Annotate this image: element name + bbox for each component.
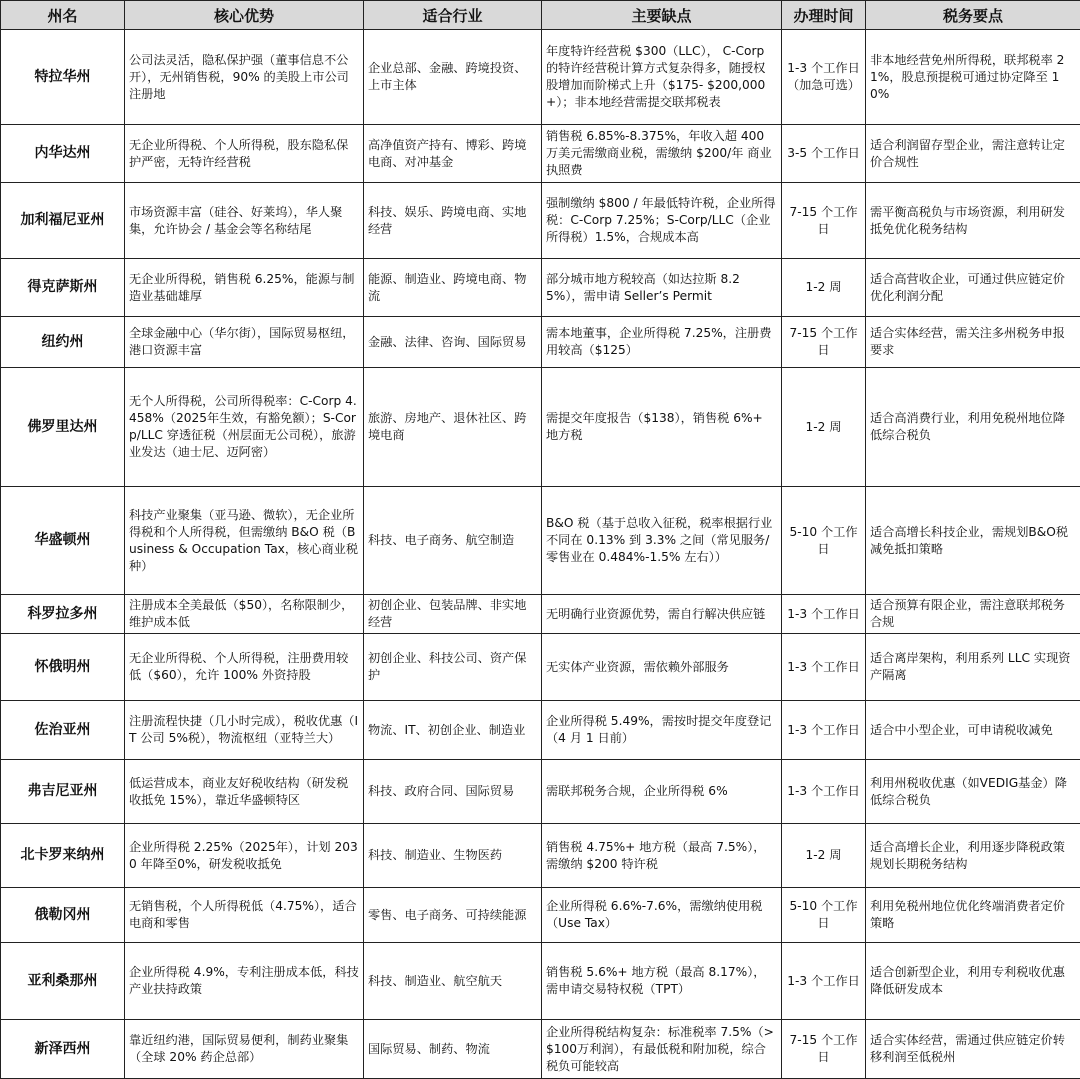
table-row <box>1 595 1080 634</box>
state-name: 佛罗里达州 <box>1 368 125 487</box>
core-advantage: 无销售税，个人所得税低（4.75%），适合电商和零售 <box>125 888 364 943</box>
main-drawbacks: 部分城市地方税较高（如达拉斯 8.25%），需申请 Seller’s Permit <box>542 259 782 317</box>
suitable-industries: 科技、娱乐、跨境电商、实地经营 <box>364 183 542 259</box>
tax-points: 适合高消费行业，利用免税州地位降低综合税负 <box>866 368 1080 487</box>
state-name: 怀俄明州 <box>1 634 125 701</box>
table-row <box>1 634 1080 701</box>
core-advantage: 公司法灵活，隐私保护强（董事信息不公开），无州销售税，90% 的美股上市公司注册地 <box>125 30 364 125</box>
processing-time: 7-15 个工作日 <box>782 1020 866 1079</box>
suitable-industries: 企业总部、金融、跨境投资、上市主体 <box>364 30 542 125</box>
main-drawbacks: 需提交年度报告（$138），销售税 6%+ 地方税 <box>542 368 782 487</box>
processing-time: 1-3 个工作日（加急可选） <box>782 30 866 125</box>
processing-time: 1-3 个工作日 <box>782 701 866 760</box>
tax-points: 适合高营收企业，可通过供应链定价优化利润分配 <box>866 259 1080 317</box>
table-row <box>1 943 1080 1020</box>
suitable-industries: 初创企业、科技公司、资产保护 <box>364 634 542 701</box>
processing-time: 1-3 个工作日 <box>782 943 866 1020</box>
processing-time: 7-15 个工作日 <box>782 183 866 259</box>
processing-time: 1-2 周 <box>782 824 866 888</box>
header-advantage: 核心优势 <box>125 1 364 30</box>
core-advantage: 低运营成本，商业友好税收结构（研发税收抵免 15%），靠近华盛顿特区 <box>125 760 364 824</box>
processing-time: 1-2 周 <box>782 259 866 317</box>
main-drawbacks: B&O 税（基于总收入征税，税率根据行业不同在 0.13% 到 3.3% 之间（常见服务/零售业在 0.484%-1.5% 左右）） <box>542 487 782 595</box>
core-advantage: 市场资源丰富（硅谷、好莱坞），华人聚集，允许协会 / 基金会等名称结尾 <box>125 183 364 259</box>
table-row <box>1 259 1080 317</box>
suitable-industries: 高净值资产持有、博彩、跨境电商、对冲基金 <box>364 125 542 183</box>
suitable-industries: 科技、电子商务、航空制造 <box>364 487 542 595</box>
tax-points: 适合离岸架构，利用系列 LLC 实现资产隔离 <box>866 634 1080 701</box>
tax-points: 适合高增长企业，利用逐步降税政策规划长期税务结构 <box>866 824 1080 888</box>
core-advantage: 无个人所得税，公司所得税率：C-Corp 4.458%（2025年生效，有豁免额）；S-Corp/LLC 穿透征税（州层面无公司税），旅游业发达（迪士尼、迈阿密） <box>125 368 364 487</box>
state-name: 弗吉尼亚州 <box>1 760 125 824</box>
suitable-industries: 能源、制造业、跨境电商、物流 <box>364 259 542 317</box>
main-drawbacks: 年度特许经营税 $300（LLC）， C-Corp 的特许经营税计算方式复杂得多，随授权股增加而阶梯式上升（$175- $200,000+）；非本地经营需提交联邦税表 <box>542 30 782 125</box>
table-row <box>1 760 1080 824</box>
suitable-industries: 零售、电子商务、可持续能源 <box>364 888 542 943</box>
tax-points: 适合利润留存型企业，需注意转让定价合规性 <box>866 125 1080 183</box>
main-drawbacks: 销售税 4.75%+ 地方税（最高 7.5%），需缴纳 $200 特许税 <box>542 824 782 888</box>
tax-points: 适合实体经营，需通过供应链定价转移利润至低税州 <box>866 1020 1080 1079</box>
state-name: 华盛顿州 <box>1 487 125 595</box>
core-advantage: 全球金融中心（华尔街），国际贸易枢纽，港口资源丰富 <box>125 317 364 368</box>
core-advantage: 企业所得税 2.25%（2025年），计划 2030 年降至0%，研发税收抵免 <box>125 824 364 888</box>
suitable-industries: 科技、制造业、航空航天 <box>364 943 542 1020</box>
core-advantage: 无企业所得税，销售税 6.25%，能源与制造业基础雄厚 <box>125 259 364 317</box>
processing-time: 7-15 个工作日 <box>782 317 866 368</box>
table-row <box>1 701 1080 760</box>
main-drawbacks: 企业所得税 6.6%-7.6%，需缴纳使用税（Use Tax） <box>542 888 782 943</box>
main-drawbacks: 销售税 6.85%-8.375%，年收入超 400 万美元需缴商业税，需缴纳 $200/年 商业执照费 <box>542 125 782 183</box>
table-row <box>1 888 1080 943</box>
table-row <box>1 30 1080 125</box>
suitable-industries: 科技、制造业、生物医药 <box>364 824 542 888</box>
header-state: 州名 <box>1 1 125 30</box>
main-drawbacks: 无明确行业资源优势，需自行解决供应链 <box>542 595 782 634</box>
processing-time: 1-3 个工作日 <box>782 595 866 634</box>
main-drawbacks: 企业所得税结构复杂：标准税率 7.5%（>$100万利润），有最低税和附加税，综合税负可能较高 <box>542 1020 782 1079</box>
suitable-industries: 科技、政府合同、国际贸易 <box>364 760 542 824</box>
tax-points: 利用免税州地位优化终端消费者定价策略 <box>866 888 1080 943</box>
table-row <box>1 824 1080 888</box>
main-drawbacks: 需联邦税务合规，企业所得税 6% <box>542 760 782 824</box>
tax-points: 适合实体经营，需关注多州税务申报要求 <box>866 317 1080 368</box>
state-name: 特拉华州 <box>1 30 125 125</box>
core-advantage: 注册成本全美最低（$50），名称限制少，维护成本低 <box>125 595 364 634</box>
tax-points: 需平衡高税负与市场资源，利用研发抵免优化税务结构 <box>866 183 1080 259</box>
tax-points: 适合中小型企业，可申请税收减免 <box>866 701 1080 760</box>
table-row <box>1 183 1080 259</box>
core-advantage: 企业所得税 4.9%，专利注册成本低，科技产业扶持政策 <box>125 943 364 1020</box>
header-tax: 税务要点 <box>866 1 1080 30</box>
table-header-row <box>1 1 1080 30</box>
processing-time: 5-10 个工作日 <box>782 888 866 943</box>
table-row <box>1 317 1080 368</box>
state-name: 北卡罗来纳州 <box>1 824 125 888</box>
processing-time: 1-3 个工作日 <box>782 634 866 701</box>
processing-time: 1-2 周 <box>782 368 866 487</box>
state-name: 俄勒冈州 <box>1 888 125 943</box>
table-row <box>1 125 1080 183</box>
processing-time: 5-10 个工作日 <box>782 487 866 595</box>
core-advantage: 无企业所得税、个人所得税，股东隐私保护严密，无特许经营税 <box>125 125 364 183</box>
main-drawbacks: 强制缴纳 $800 / 年最低特许税，企业所得税：C-Corp 7.25%；S-Corp/LLC（企业所得税）1.5%，合规成本高 <box>542 183 782 259</box>
table-row <box>1 487 1080 595</box>
state-name: 佐治亚州 <box>1 701 125 760</box>
suitable-industries: 国际贸易、制药、物流 <box>364 1020 542 1079</box>
state-name: 纽约州 <box>1 317 125 368</box>
processing-time: 1-3 个工作日 <box>782 760 866 824</box>
core-advantage: 注册流程快捷（几小时完成），税收优惠（IT 公司 5%税），物流枢纽（亚特兰大） <box>125 701 364 760</box>
state-name: 科罗拉多州 <box>1 595 125 634</box>
suitable-industries: 金融、法律、咨询、国际贸易 <box>364 317 542 368</box>
main-drawbacks: 需本地董事，企业所得税 7.25%，注册费用较高（$125） <box>542 317 782 368</box>
state-name: 内华达州 <box>1 125 125 183</box>
suitable-industries: 物流、IT、初创企业、制造业 <box>364 701 542 760</box>
tax-points: 适合创新型企业，利用专利税收优惠降低研发成本 <box>866 943 1080 1020</box>
header-drawbacks: 主要缺点 <box>542 1 782 30</box>
state-name: 得克萨斯州 <box>1 259 125 317</box>
table-row <box>1 1020 1080 1079</box>
tax-points: 适合高增长科技企业，需规划B&O税减免抵扣策略 <box>866 487 1080 595</box>
state-name: 新泽西州 <box>1 1020 125 1079</box>
table-row <box>1 368 1080 487</box>
suitable-industries: 初创企业、包装品牌、非实地经营 <box>364 595 542 634</box>
state-name: 亚利桑那州 <box>1 943 125 1020</box>
core-advantage: 靠近纽约港，国际贸易便利，制药业聚集（全球 20% 药企总部） <box>125 1020 364 1079</box>
tax-points: 利用州税收优惠（如VEDIG基金）降低综合税负 <box>866 760 1080 824</box>
header-time: 办理时间 <box>782 1 866 30</box>
main-drawbacks: 企业所得税 5.49%，需按时提交年度登记（4 月 1 日前） <box>542 701 782 760</box>
core-advantage: 无企业所得税、个人所得税，注册费用较低（$60），允许 100% 外资持股 <box>125 634 364 701</box>
core-advantage: 科技产业聚集（亚马逊、微软），无企业所得税和个人所得税，但需缴纳 B&O 税（Business & Occupation Tax，核心商业税种） <box>125 487 364 595</box>
header-industries: 适合行业 <box>364 1 542 30</box>
tax-points: 适合预算有限企业，需注意联邦税务合规 <box>866 595 1080 634</box>
processing-time: 3-5 个工作日 <box>782 125 866 183</box>
suitable-industries: 旅游、房地产、退休社区、跨境电商 <box>364 368 542 487</box>
main-drawbacks: 销售税 5.6%+ 地方税（最高 8.17%），需申请交易特权税（TPT） <box>542 943 782 1020</box>
state-name: 加利福尼亚州 <box>1 183 125 259</box>
main-drawbacks: 无实体产业资源，需依赖外部服务 <box>542 634 782 701</box>
tax-points: 非本地经营免州所得税，联邦税率 21%，股息预提税可通过协定降至 10% <box>866 30 1080 125</box>
